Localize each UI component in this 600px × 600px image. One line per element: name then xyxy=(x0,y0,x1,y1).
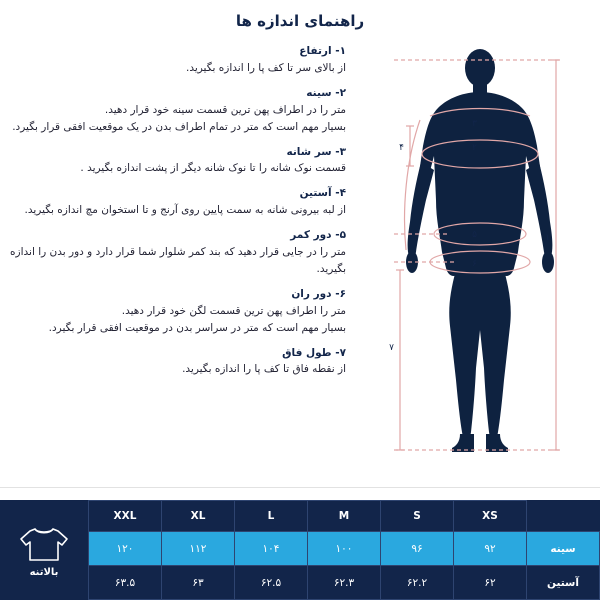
instruction-item xyxy=(6,287,346,337)
instruction-heading: ۲- سینه xyxy=(306,86,346,99)
instruction-heading: ۱- ارتفاع xyxy=(299,45,346,57)
marker-5: ۵ xyxy=(472,230,477,240)
brand-label: بالاتنه xyxy=(29,566,59,578)
instruction-item xyxy=(6,145,346,178)
instruction-heading: ۳- سر شانه xyxy=(286,145,346,158)
instruction-heading: ۵- دور کمر xyxy=(290,229,346,241)
instruction-item xyxy=(6,228,346,278)
instruction-item xyxy=(6,44,346,77)
instruction-body: از بالای سر تا کف پا را اندازه بگیرید. xyxy=(185,61,346,74)
cell-chest-xl: ۱۱۲ xyxy=(162,532,235,566)
header-cell-xs: XS xyxy=(454,501,527,532)
header-cell-xl: XL xyxy=(162,501,235,532)
marker-1: ۱ xyxy=(545,233,550,243)
marker-6: ۶ xyxy=(472,259,477,269)
marker-4: ۴ xyxy=(399,143,404,153)
instruction-heading: ۴- آستین xyxy=(299,187,346,200)
cell-chest-xs: ۹۲ xyxy=(454,532,527,566)
instruction-body: متر را اطراف پهن ترین قسمت لگن خود قرار دهید. بسیار مهم است که متر در سراسر بدن در موقعیت افقی قرار بگیرد. xyxy=(48,304,346,334)
instruction-heading: ۷- طول فاق xyxy=(282,346,346,359)
body-diagram-svg xyxy=(360,30,600,480)
instruction-item xyxy=(6,346,346,379)
cell-chest-s: ۹۶ xyxy=(381,532,454,566)
body-figure xyxy=(360,30,600,485)
cell-sleeve-xs: ۶۲ xyxy=(454,566,527,600)
header-cell-l: L xyxy=(235,501,308,532)
instruction-body: متر را در اطراف پهن ترین قسمت سینه خود قرار دهید. بسیار مهم است که متر در تمام اطراف بدن در یک موقعیت افقی قرار بگیرد. xyxy=(12,103,346,133)
sweatshirt-icon xyxy=(18,523,70,565)
page-title: راهنمای اندازه ها xyxy=(235,12,365,30)
instruction-heading: ۶- دور ران xyxy=(291,287,346,300)
marker-7: ۷ xyxy=(389,343,394,353)
row-label-chest: سینه xyxy=(527,532,600,566)
marker-2: ۲ xyxy=(472,143,477,153)
size-table-section xyxy=(0,500,600,600)
header-cell-s: S xyxy=(381,501,454,532)
cell-chest-l: ۱۰۴ xyxy=(235,532,308,566)
instruction-body: متر را در جایی قرار دهید که بند کمر شلوار شما قرار دارد و دور بدن را اندازه بگیرید. xyxy=(10,245,346,275)
instruction-item xyxy=(6,86,346,136)
size-table xyxy=(88,500,600,600)
header-cell-m: M xyxy=(308,501,381,532)
table-row xyxy=(89,566,600,600)
cell-sleeve-xl: ۶۳ xyxy=(162,566,235,600)
cell-chest-xxl: ۱۲۰ xyxy=(89,532,162,566)
table-row xyxy=(89,532,600,566)
guide-content xyxy=(0,30,600,485)
brand-cell xyxy=(0,500,88,600)
header-cell-blank xyxy=(527,501,600,532)
cell-sleeve-xxl: ۶۳.۵ xyxy=(89,566,162,600)
table-header-row xyxy=(89,501,600,532)
cell-sleeve-l: ۶۲.۵ xyxy=(235,566,308,600)
divider xyxy=(0,487,600,488)
instruction-body: از لبه بیرونی شانه به سمت پایین روی آرنج و تا استخوان مچ اندازه بگیرید. xyxy=(24,204,346,216)
marker-3: ۳ xyxy=(472,119,477,129)
cell-sleeve-s: ۶۲.۲ xyxy=(381,566,454,600)
instruction-item xyxy=(6,186,346,219)
cell-chest-m: ۱۰۰ xyxy=(308,532,381,566)
instructions-list xyxy=(0,30,360,485)
instruction-body: از نقطه فاق تا کف پا را اندازه بگیرید. xyxy=(182,363,346,376)
instruction-body: قسمت نوک شانه را تا نوک شانه دیگر از پشت اندازه بگیرید . xyxy=(80,162,346,175)
header-cell-xxl: XXL xyxy=(89,501,162,532)
cell-sleeve-m: ۶۲.۳ xyxy=(308,566,381,600)
row-label-sleeve: آستین xyxy=(527,566,600,600)
